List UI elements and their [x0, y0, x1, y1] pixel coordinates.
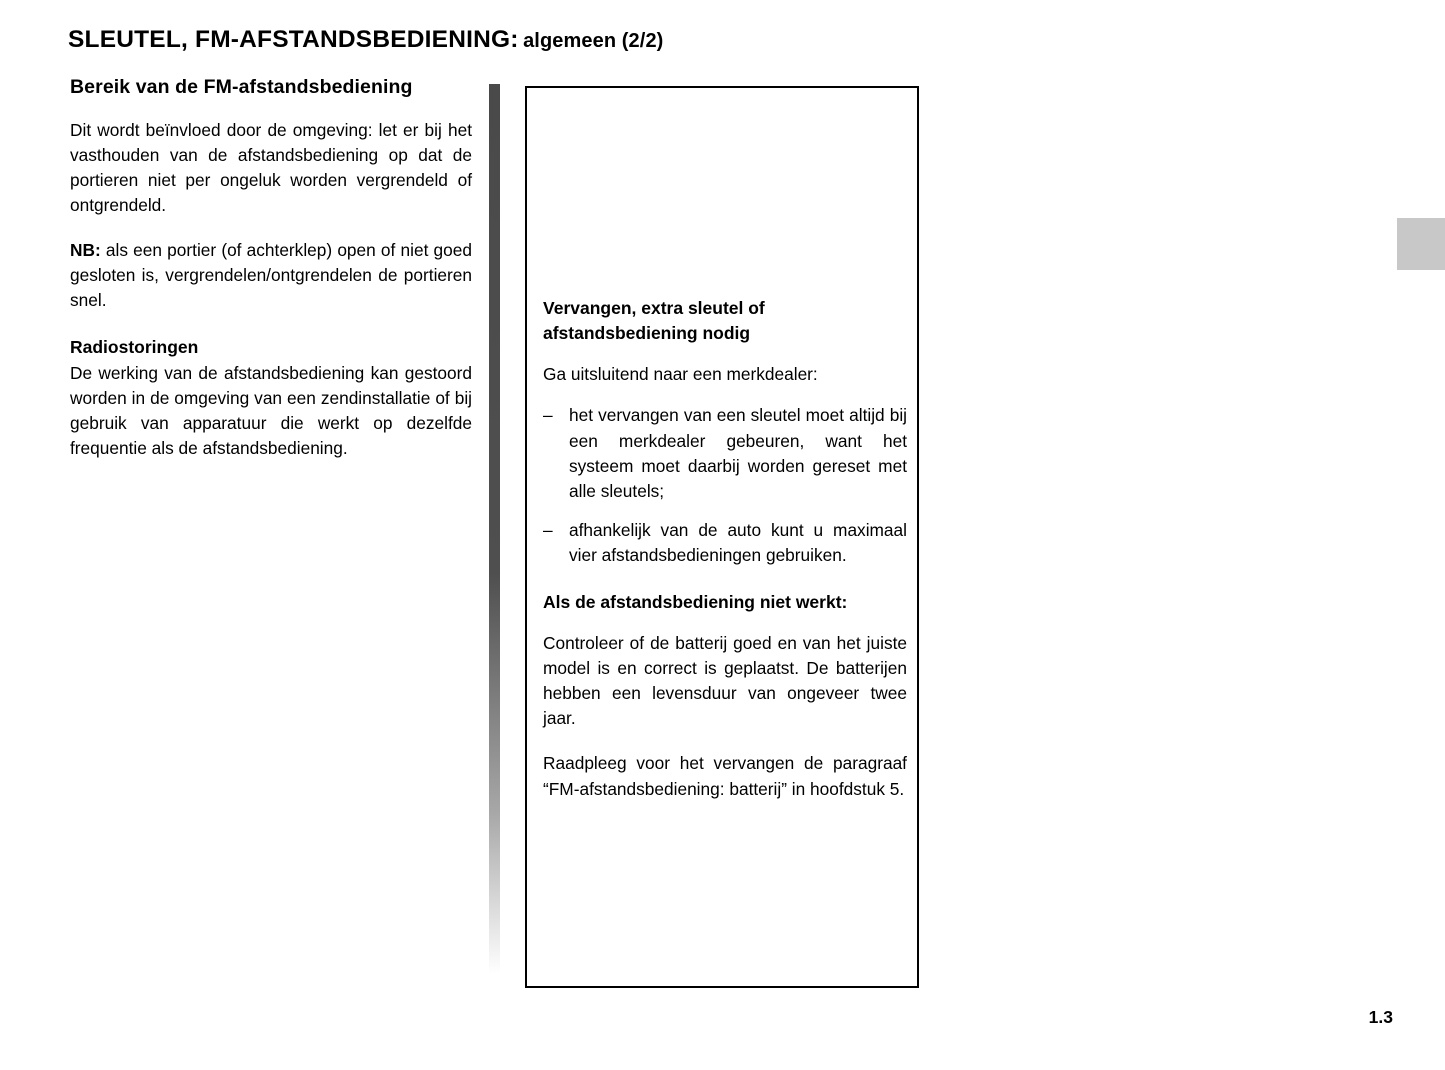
note-text: als een portier (of achterklep) open of niet goed gesloten is, vergrendelen/ontgrendelen de portieren snel. [70, 240, 472, 311]
warning-note-content [543, 296, 907, 802]
left-column-note [70, 238, 472, 313]
list-item-text: het vervangen van een sleutel moet altijd bij een merkdealer gebeuren, want het systeem moet daarbij worden gereset met alle sleutels; [569, 405, 907, 501]
chapter-edge-tab [1397, 218, 1445, 270]
note-heading-2: Als de afstandsbediening niet werkt: [543, 591, 848, 612]
bullet-dash-icon: – [543, 519, 553, 540]
list-item [543, 403, 907, 503]
left-column-heading: Bereik van de FM-afstandsbediening [70, 76, 413, 98]
note-heading-1: Vervangen, extra sleutel of afstandsbediening nodig [543, 298, 765, 344]
left-column-paragraph-2: De werking van de afstandsbediening kan gestoord worden in de omgeving van een zendinstallatie of bij gebruik van apparatuur die werkt op dezelfde frequentie als de afstandsbediening. [70, 362, 472, 458]
bullet-dash-icon: – [543, 405, 553, 426]
list-item-text: afhankelijk van de auto kunt u maximaal vier afstandsbedieningen gebruiken. [569, 519, 907, 565]
left-column-subheading: Radiostoringen [70, 337, 199, 358]
note-paragraph-2: Controleer of de batterij goed en van het juiste model is en correct is geplaatst. De batterijen hebben een levensduur van ongeveer twee jaar. [543, 633, 907, 729]
left-column [70, 74, 472, 461]
page-title-sub: algemeen (2/2) [523, 30, 664, 52]
note-paragraph-3: Raadpleeg voor het vervangen de paragraaf “FM-afstandsbediening: batterij” in hoofdstuk 5. [543, 753, 907, 799]
warning-note-box [525, 86, 919, 988]
page-title-main: SLEUTEL, FM-AFSTANDSBEDIENING: [68, 26, 519, 53]
column-divider-rule [489, 84, 500, 974]
page-title [68, 26, 663, 54]
left-column-paragraph-1: Dit wordt beïnvloed door de omgeving: let er bij het vasthouden van de afstandsbediening op dat de portieren niet per ongeluk worden vergrendeld of ontgrendeld. [70, 119, 472, 215]
note-label: NB: [70, 240, 101, 260]
note-paragraph-1: Ga uitsluitend naar een merkdealer: [543, 364, 818, 385]
page-number: 1.3 [1368, 1007, 1393, 1027]
list-item [543, 518, 907, 568]
note-bullet-list [543, 403, 907, 567]
